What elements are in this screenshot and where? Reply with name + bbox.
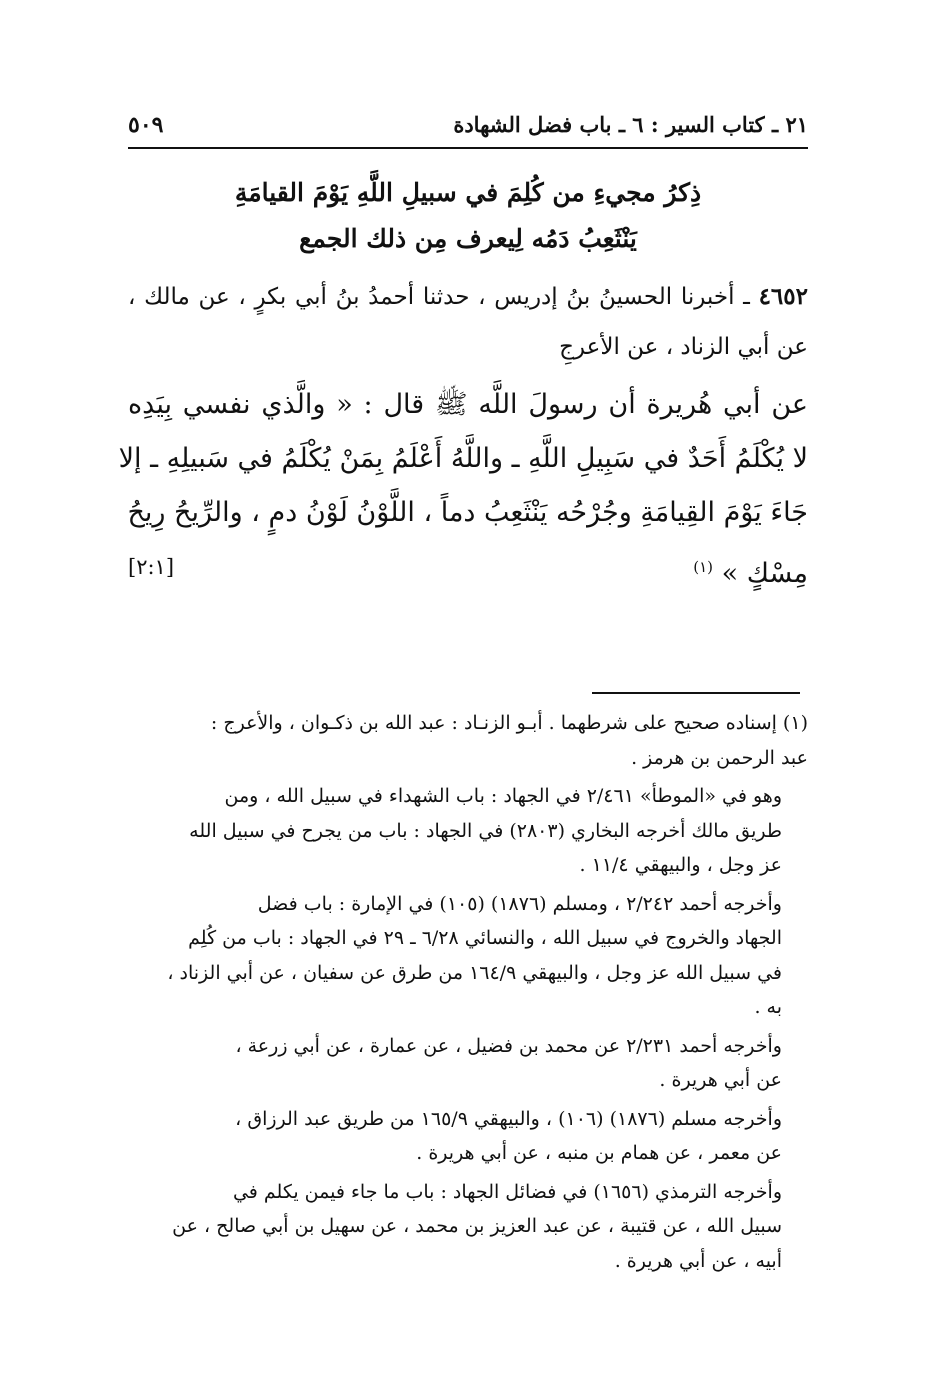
hadith-isnad [128,272,808,372]
chapter-title [128,170,808,262]
isnad-text: ـ أخبرنا الحسينُ بنُ إدريس ، حدثنا أحمدُ بنُ أبي بكرٍ ، عن مالك ، عن أبي الزناد ، عن الأعرجِ [128,284,808,360]
footnote-paragraph [128,706,808,775]
footnote-line: في سبيل الله عز وجل ، والبيهقي ١٦٤/٩ من طرق عن سفيان ، عن أبي الزناد ، [167,961,782,984]
footnote-line: وهو في «الموطأ» ٢/٤٦١ في الجهاد : باب الشهداء في سبيل الله ، ومن [224,785,782,807]
footnote-line: عن أبي هريرة . [659,1069,782,1091]
footnote-paragraph [128,1029,808,1098]
matn-last-line [128,540,808,601]
matn-line: عن أبي هُريرة أن رسولَ اللَّه ﷺ قال : « والَّذي نفسي بِيَدِه [128,389,808,420]
footnote-paragraph [128,1175,808,1279]
footnote-paragraph [128,1102,808,1171]
footnote-line: عز وجل ، والبيهقي ١١/٤ . [579,854,782,876]
reference-tag: [٢:١] [128,555,175,579]
footnote-line: طريق مالك أخرجه البخاري (٢٨٠٣) في الجهاد : باب من يجرح في سبيل الله [189,819,782,842]
chapter-title-line-2: يَنْثَعِبُ دَمُه لِيعرف مِن ذلك الجمع [299,224,637,253]
footnote-marker: (١) [693,558,713,576]
footnote-line: سبيل الله ، عن قتيبة ، عن عبد العزيز بن محمد ، عن سهيل بن أبي صالح ، عن [172,1215,782,1237]
footnote-rule [592,692,800,694]
footnote-line: وأخرجه أحمد ٢/٢٣١ عن محمد بن فضيل ، عن عمارة ، عن أبي زرعة ، [235,1034,782,1057]
footnote-paragraph [128,887,808,1025]
footnotes [128,706,808,1282]
footnote-line: وأخرجه أحمد ٢/٢٤٢ ، ومسلم (١٨٧٦) (١٠٥) في الإمارة : باب فضل [257,892,782,915]
page-number: ٥٠٩ [128,112,164,138]
footnote-line: عبد الرحمن بن هرمز . [631,746,808,769]
page-header [128,106,808,146]
footnote-line: به . [754,996,782,1018]
hadith-matn [118,378,808,601]
footnote-line: الجهاد والخروج في سبيل الله ، والنسائي ٦/٢٨ ـ ٢٩ في الجهاد : باب من كُلِم [188,927,782,949]
footnote-line: (١) إسناده صحيح على شرطهما . أبـو الزنـاد : عبد الله بن ذكـوان ، والأعرج : [210,712,808,734]
chapter-title-line-1: ذِكرُ مجيءِ من كُلِمَ في سبيلِ اللَّهِ يَوْمَ القيامَةِ [234,178,702,207]
footnote-paragraph [128,779,808,883]
hadith-number: ٤٦٥٢ [758,283,808,310]
header-rule [128,147,808,149]
footnote-line: عن معمر ، عن همام بن منبه ، عن أبي هريرة . [416,1142,782,1164]
matn-last-text: مِسْكٍ » [721,558,808,589]
footnote-line: أبيه ، عن أبي هريرة . [614,1249,782,1272]
footnote-line: وأخرجه الترمذي (١٦٥٦) في فضائل الجهاد : باب ما جاء فيمن يكلم في [232,1180,782,1203]
footnote-line: وأخرجه مسلم (١٨٧٦) (١٠٦) ، والبيهقي ١٦٥/٩ من طريق عبد الرزاق ، [235,1107,782,1130]
running-head: ٢١ ـ كتاب السير : ٦ ـ باب فضل الشهادة [453,112,808,137]
matn-line: جَاءَ يَوْمَ القِيامَةِ وجُرْحُه يَنْثَعِبُ دماً ، اللَّوْنُ لَوْنُ دمٍ ، والرِّيحُ رِيحُ [127,497,808,528]
matn-line: لا يُكْلَمُ أَحَدٌ في سَبِيلِ اللَّهِ ـ واللَّهُ أَعْلَمُ بِمَنْ يُكْلَمُ في سَبيلِهِ ـ إلا [118,443,808,474]
